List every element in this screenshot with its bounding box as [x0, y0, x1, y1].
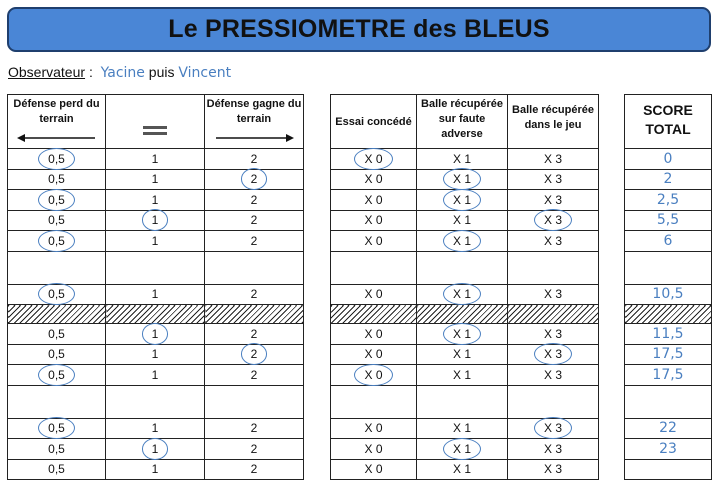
value: 2 [250, 151, 258, 166]
header-score: SCORE TOTAL [625, 95, 712, 149]
cell-equal [106, 190, 205, 211]
cell-gain [205, 418, 304, 439]
circled-value: X 0 [360, 152, 386, 166]
circled-value: 0,5 [44, 421, 69, 435]
value: 0,5 [48, 347, 65, 362]
gap-row [331, 251, 599, 284]
value: X 0 [364, 462, 383, 477]
cell-faute [417, 365, 508, 386]
value: X 1 [452, 367, 471, 382]
cell-lose [8, 439, 106, 460]
score-value: 17,5 [652, 346, 684, 363]
cell-gain [205, 324, 304, 345]
hatch-row [8, 305, 304, 324]
cell-lose [8, 324, 106, 345]
circled-value: 2 [247, 172, 262, 186]
hatch-cell [205, 305, 304, 324]
hatch-cell [625, 305, 712, 324]
header-faute: Balle récupérée sur faute adverse [417, 95, 508, 149]
cell-equal [106, 344, 205, 365]
cell-jeu [508, 210, 599, 231]
cell-lose [8, 169, 106, 190]
table-row [625, 344, 712, 365]
table-row [625, 149, 712, 170]
circled-value: 1 [148, 327, 163, 341]
circled-value: 0,5 [44, 287, 69, 301]
cell-jeu [508, 365, 599, 386]
table-row [625, 418, 712, 439]
gap-row [8, 251, 304, 284]
cell-lose [8, 344, 106, 365]
table-row [625, 324, 712, 345]
circled-value: X 1 [449, 442, 475, 456]
value: 1 [151, 421, 159, 436]
cell-equal [106, 439, 205, 460]
table-row [8, 231, 304, 252]
value: X 3 [543, 326, 562, 341]
circled-value: X 1 [449, 172, 475, 186]
cell-faute [417, 459, 508, 480]
table-row [331, 344, 599, 365]
cell-jeu [508, 190, 599, 211]
cell-essai [331, 439, 417, 460]
circled-value: X 3 [540, 421, 566, 435]
header-jeu: Balle récupérée dans le jeu [508, 95, 599, 149]
cell-gain [205, 190, 304, 211]
table-row [625, 169, 712, 190]
cell-gain [205, 231, 304, 252]
gap-cell [417, 251, 508, 284]
gap-cell [205, 251, 304, 284]
gap-cell [508, 385, 599, 418]
gap-cell [8, 385, 106, 418]
gap-cell [417, 385, 508, 418]
table-row [331, 149, 599, 170]
gap-cell [8, 251, 106, 284]
table-row [8, 344, 304, 365]
terrain-table [7, 94, 304, 480]
cell-jeu [508, 231, 599, 252]
circled-value: 1 [148, 442, 163, 456]
table-row [8, 169, 304, 190]
cell-lose [8, 210, 106, 231]
value: 2 [250, 421, 258, 436]
cell-score [625, 418, 712, 439]
table-row [331, 324, 599, 345]
score-value: 5,5 [656, 212, 680, 229]
cell-score [625, 365, 712, 386]
table-row [625, 190, 712, 211]
cell-equal [106, 149, 205, 170]
table-row [8, 190, 304, 211]
hatch-row [331, 305, 599, 324]
gap-cell [106, 251, 205, 284]
value: 2 [250, 441, 258, 456]
gap-row [625, 385, 712, 418]
circled-value: X 1 [449, 287, 475, 301]
table-row [331, 439, 599, 460]
cell-essai [331, 418, 417, 439]
cell-lose [8, 149, 106, 170]
table-row [625, 231, 712, 252]
value: X 3 [543, 287, 562, 302]
observer-label: Observateur [8, 64, 86, 80]
circled-value: 0,5 [44, 368, 69, 382]
cell-lose [8, 284, 106, 305]
table-row [625, 365, 712, 386]
circled-value: X 3 [540, 347, 566, 361]
cell-essai [331, 190, 417, 211]
cell-jeu [508, 418, 599, 439]
value: X 3 [543, 172, 562, 187]
value: X 0 [364, 347, 383, 362]
cell-jeu [508, 149, 599, 170]
cell-lose [8, 190, 106, 211]
gap-cell [205, 385, 304, 418]
circled-value: 0,5 [44, 234, 69, 248]
table-row [8, 418, 304, 439]
value: X 0 [364, 287, 383, 302]
circled-value: X 0 [360, 368, 386, 382]
value: 0,5 [48, 462, 65, 477]
hatch-cell [106, 305, 205, 324]
observer-connector: puis [148, 64, 175, 80]
arrow-left-icon [17, 133, 97, 143]
table-row [8, 459, 304, 480]
value: 1 [151, 367, 159, 382]
table-row [331, 459, 599, 480]
circled-value: X 3 [540, 213, 566, 227]
value: X 0 [364, 421, 383, 436]
circled-value: 0,5 [44, 193, 69, 207]
cell-gain [205, 439, 304, 460]
cell-jeu [508, 284, 599, 305]
value: X 0 [364, 233, 383, 248]
cell-faute [417, 210, 508, 231]
gap-cell [625, 251, 712, 284]
equal-bars-icon [143, 125, 167, 137]
circled-value: 1 [148, 213, 163, 227]
value: X 3 [543, 462, 562, 477]
circled-value: 2 [247, 347, 262, 361]
cell-faute [417, 418, 508, 439]
cell-essai [331, 149, 417, 170]
score-value: 6 [663, 232, 673, 249]
cell-equal [106, 365, 205, 386]
value: X 0 [364, 326, 383, 341]
score-value: 11,5 [652, 325, 684, 342]
balle-table [330, 94, 599, 480]
cell-equal [106, 459, 205, 480]
cell-score [625, 344, 712, 365]
value: X 3 [543, 441, 562, 456]
value: X 1 [452, 151, 471, 166]
cell-faute [417, 190, 508, 211]
cell-score [625, 149, 712, 170]
table-row [331, 231, 599, 252]
circled-value: X 1 [449, 234, 475, 248]
table-row [8, 149, 304, 170]
hatch-cell [8, 305, 106, 324]
value: 1 [151, 172, 159, 187]
header-equal [106, 95, 205, 149]
table-row [331, 169, 599, 190]
cell-faute [417, 149, 508, 170]
cell-gain [205, 344, 304, 365]
cell-jeu [508, 169, 599, 190]
table-row [331, 190, 599, 211]
table-row [331, 284, 599, 305]
cell-jeu [508, 439, 599, 460]
value: 1 [151, 233, 159, 248]
table-row [625, 439, 712, 460]
hatch-cell [331, 305, 417, 324]
cell-gain [205, 210, 304, 231]
header-lose: Défense perd du terrain [8, 95, 106, 149]
value: 2 [250, 367, 258, 382]
value: X 3 [543, 151, 562, 166]
value: 1 [151, 462, 159, 477]
circled-value: X 1 [449, 193, 475, 207]
value: 1 [151, 287, 159, 302]
cell-essai [331, 324, 417, 345]
cell-score [625, 284, 712, 305]
value: 0,5 [48, 213, 65, 228]
cell-jeu [508, 324, 599, 345]
page-title: Le PRESSIOMETRE des BLEUS [168, 15, 550, 43]
value: X 0 [364, 172, 383, 187]
value: X 3 [543, 233, 562, 248]
value: X 1 [452, 421, 471, 436]
table-row [8, 210, 304, 231]
cell-equal [106, 418, 205, 439]
cell-essai [331, 210, 417, 231]
hatch-cell [508, 305, 599, 324]
value: 0,5 [48, 441, 65, 456]
circled-value: 0,5 [44, 152, 69, 166]
cell-essai [331, 344, 417, 365]
cell-essai [331, 284, 417, 305]
table-row [331, 210, 599, 231]
header-essai: Essai concédé [331, 95, 417, 149]
gap-row [331, 385, 599, 418]
table-row [625, 459, 712, 480]
value: 2 [250, 192, 258, 207]
table-row [8, 439, 304, 460]
cell-lose [8, 418, 106, 439]
cell-lose [8, 459, 106, 480]
observer-line [8, 64, 231, 81]
score-value: 2,5 [656, 191, 680, 208]
cell-equal [106, 231, 205, 252]
cell-essai [331, 459, 417, 480]
cell-equal [106, 324, 205, 345]
value: X 0 [364, 441, 383, 456]
score-value: 22 [659, 420, 677, 437]
gap-row [625, 251, 712, 284]
score-value: 0 [663, 150, 673, 167]
score-value: 17,5 [652, 366, 684, 383]
cell-gain [205, 284, 304, 305]
value: 2 [250, 287, 258, 302]
cell-gain [205, 169, 304, 190]
value: 1 [151, 151, 159, 166]
cell-equal [106, 169, 205, 190]
arrow-right-icon [214, 133, 294, 143]
table-row [331, 365, 599, 386]
value: X 3 [543, 192, 562, 207]
observer-name-2: Vincent [178, 65, 232, 81]
table-row [625, 284, 712, 305]
cell-jeu [508, 344, 599, 365]
cell-lose [8, 365, 106, 386]
table-row [8, 365, 304, 386]
header-gain: Défense gagne du terrain [205, 95, 304, 149]
value: 2 [250, 326, 258, 341]
value: X 0 [364, 213, 383, 228]
cell-equal [106, 210, 205, 231]
cell-score [625, 169, 712, 190]
cell-faute [417, 324, 508, 345]
observer-colon: : [88, 64, 93, 80]
table-row [331, 418, 599, 439]
cell-gain [205, 149, 304, 170]
value: X 3 [543, 367, 562, 382]
cell-faute [417, 284, 508, 305]
cell-essai [331, 231, 417, 252]
value: 0,5 [48, 326, 65, 341]
score-value: 2 [663, 171, 673, 188]
cell-score [625, 459, 712, 480]
cell-equal [106, 284, 205, 305]
hatch-cell [417, 305, 508, 324]
value: X 1 [452, 347, 471, 362]
cell-faute [417, 344, 508, 365]
score-table [624, 94, 712, 480]
table-row [625, 210, 712, 231]
cell-score [625, 231, 712, 252]
value: 2 [250, 233, 258, 248]
cell-lose [8, 231, 106, 252]
cell-score [625, 210, 712, 231]
cell-essai [331, 365, 417, 386]
cell-faute [417, 439, 508, 460]
circled-value: X 1 [449, 327, 475, 341]
score-value: 10,5 [652, 286, 684, 303]
cell-jeu [508, 459, 599, 480]
hatch-row [625, 305, 712, 324]
value: X 1 [452, 462, 471, 477]
value: X 1 [452, 213, 471, 228]
observer-name-1: Yacine [100, 65, 145, 81]
gap-cell [508, 251, 599, 284]
gap-cell [106, 385, 205, 418]
cell-gain [205, 365, 304, 386]
gap-row [8, 385, 304, 418]
gap-cell [625, 385, 712, 418]
cell-score [625, 439, 712, 460]
value: 1 [151, 347, 159, 362]
gap-cell [331, 385, 417, 418]
cell-score [625, 190, 712, 211]
cell-gain [205, 459, 304, 480]
value: 0,5 [48, 172, 65, 187]
gap-cell [331, 251, 417, 284]
cell-score [625, 324, 712, 345]
table-row [8, 324, 304, 345]
value: 1 [151, 192, 159, 207]
score-value: 23 [659, 440, 677, 457]
title-banner [7, 7, 711, 52]
cell-essai [331, 169, 417, 190]
cell-faute [417, 231, 508, 252]
value: X 0 [364, 192, 383, 207]
cell-faute [417, 169, 508, 190]
table-row [8, 284, 304, 305]
value: 2 [250, 213, 258, 228]
value: 2 [250, 462, 258, 477]
